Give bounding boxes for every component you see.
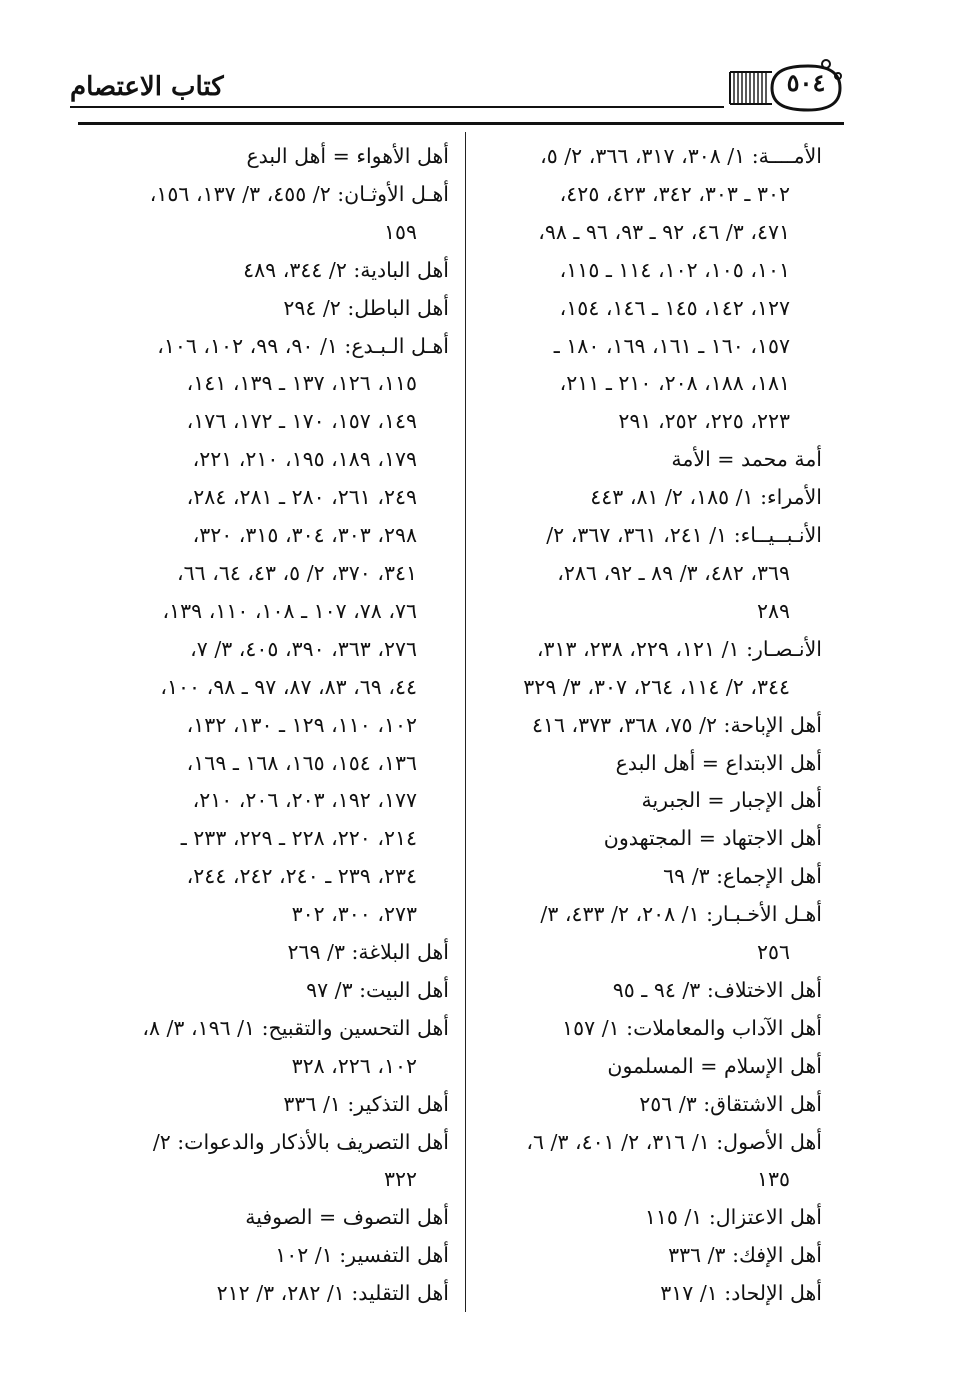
index-line: أمة محمد = الأمة	[671, 447, 822, 472]
index-line: الأنـصـار: ١/ ١٢١، ٢٢٩، ٢٣٨، ٣١٣،	[536, 636, 822, 661]
page-number: ٥٠٤	[786, 68, 826, 97]
index-line: ٢٣٤، ٢٣٩ ـ ٢٤٠، ٢٤٢، ٢٤٤،	[186, 864, 417, 889]
index-line: ٢٩٨، ٣٠٣، ٣٠٤، ٣١٥، ٣٢٠،	[192, 523, 417, 548]
index-line: ٣٢٢	[383, 1167, 417, 1192]
index-line: ٤٤، ٦٩، ٨٣، ٨٧، ٩٧ ـ ٩٨، ١٠٠،	[160, 674, 417, 699]
index-line: أهل الأهواء = أهل البدع	[246, 144, 449, 168]
index-line: ٣٦٩، ٤٨٢، ٣/ ٨٩ ـ ٩٢، ٢٨٦،	[557, 560, 790, 585]
index-line: ١٠٢، ١١٠، ١٢٩ ـ ١٣٠، ١٣٢،	[186, 712, 417, 737]
index-line: ١٤٩، ١٥٧، ١٧٠ ـ ١٧٢، ١٧٦،	[186, 409, 417, 434]
index-line: ١٣٥	[756, 1167, 790, 1192]
index-column-left	[64, 138, 449, 1313]
index-line: ٣٤٤، ٢/ ١١٤، ٢٦٤، ٣٠٧، ٣/ ٣٢٩	[523, 674, 790, 699]
index-line: الأمراء: ١/ ١٨٥، ٢/ ٨١، ٤٤٣	[590, 485, 822, 510]
index-line: أهل التصوف = الصوفية	[245, 1205, 449, 1230]
index-line: ١٥٩	[383, 219, 417, 244]
index-line: أهل الباطل: ٢/ ٢٩٤	[283, 295, 449, 320]
page-header	[70, 58, 844, 122]
index-line: ٤٧١، ٣/ ٤٦، ٩٢ ـ ٩٣، ٩٦ ـ ٩٨،	[538, 219, 790, 244]
index-line: أهل البيت: ٣/ ٩٧	[306, 977, 449, 1002]
index-line: ٣٤١، ٣٧٠، ٢/ ٥، ٤٣، ٦٤، ٦٦،	[177, 560, 417, 585]
header-rule-thick	[78, 122, 844, 125]
index-line: أهل البلاغة: ٣/ ٢٦٩	[287, 940, 449, 965]
index-line: أهـل الأوثـان: ٢/ ٤٥٥، ٣/ ١٣٧، ١٥٦،	[149, 181, 449, 206]
index-line: ١٣٦، ١٥٤، ١٦٥، ١٦٨ ـ ١٦٩،	[186, 750, 417, 775]
index-line: أهل الآداب والمعاملات: ١/ ١٥٧	[562, 1015, 822, 1040]
index-line: ١٢٧، ١٤٢، ١٤٥ ـ ١٤٦، ١٥٤،	[559, 295, 790, 320]
index-line: أهل التصريف بالأذكار والدعوات: ٢/	[152, 1129, 449, 1154]
index-line: ٢١٤، ٢٢٠، ٢٢٨ ـ ٢٢٩، ٢٣٣ ـ	[180, 826, 417, 851]
index-line: ١١٥، ١٢٦، ١٣٧ ـ ١٣٩، ١٤١،	[186, 371, 417, 396]
index-line: الأنـبــيــاء: ١/ ٢٤١، ٣٦١، ٣٦٧، ٢/	[546, 523, 822, 548]
book-title: كتاب الاعتصام	[70, 72, 224, 102]
index-line: ٢٨٩	[756, 598, 790, 623]
index-line: أهل الإباحة: ٢/ ٧٥، ٣٦٨، ٣٧٣، ٤١٦	[531, 712, 822, 737]
index-column-right	[452, 138, 822, 1313]
index-line: الأمــــة: ١/ ٣٠٨، ٣١٧، ٣٦٦، ٢/ ٥،	[540, 144, 822, 168]
index-line: أهل الابتداع = أهل البدع	[615, 750, 822, 775]
page-number-badge	[728, 58, 844, 114]
index-line: أهل الاختلاف: ٣/ ٩٤ ـ ٩٥	[612, 977, 822, 1002]
index-line: ٢٧٣، ٣٠٠، ٣٠٢	[291, 902, 417, 927]
index-line: أهل التذكير: ١/ ٣٣٦	[283, 1091, 449, 1116]
index-line: أهل الإفك: ٣/ ٣٣٦	[668, 1243, 822, 1268]
index-line: أهل الإسلام = المسلمون	[607, 1053, 822, 1078]
index-line: أهل الاشتقاق: ٣/ ٢٥٦	[639, 1091, 822, 1116]
index-line: ١٨١، ١٨٨، ٢٠٨، ٢١٠ ـ ٢١١،	[559, 371, 790, 396]
index-line: ٢٧٦، ٣٦٣، ٣٩٠، ٤٠٥، ٣/ ٧،	[190, 636, 417, 661]
index-line: أهل الأصول: ١/ ٣١٦، ٢/ ٤٠١، ٣/ ٦،	[526, 1129, 822, 1154]
index-line: أهل التقليد: ١/ ٢٨٢، ٣/ ٢١٢	[216, 1281, 449, 1306]
index-line: أهل الإجبار = الجبرية	[641, 788, 822, 813]
index-line: أهل التحسين والتقبيح: ١/ ١٩٦، ٣/ ٨،	[142, 1015, 449, 1040]
index-line: أهل الاعتزال: ١/ ١١٥	[644, 1205, 822, 1230]
index-line: ١٧٩، ١٨٩، ١٩٥، ٢١٠، ٢٢١،	[192, 447, 417, 472]
index-line: ٢٢٣، ٢٢٥، ٢٥٢، ٢٩١	[618, 409, 790, 434]
index-line: ٣٠٢ ـ ٣٠٣، ٣٤٢، ٤٢٣، ٤٢٥،	[559, 181, 790, 206]
index-line: ٢٤٩، ٢٦١، ٢٨٠ ـ ٢٨١، ٢٨٤،	[186, 485, 417, 510]
index-line: ١٠١، ١٠٥، ١٠٢، ١١٤ ـ ١١٥،	[559, 257, 790, 282]
index-line: ٧٦، ٧٨، ١٠٧ ـ ١٠٨، ١١٠، ١٣٩،	[162, 598, 417, 623]
index-line: أهل الإلحاد: ١/ ٣١٧	[660, 1281, 822, 1306]
index-line: أهل البادية: ٢/ ٣٤٤، ٤٨٩	[243, 257, 449, 282]
header-rule-thin	[70, 106, 724, 108]
index-line: أهـل الـبـدع: ١/ ٩٠، ٩٩، ١٠٢، ١٠٦،	[157, 333, 449, 358]
index-line: ١٠٢، ٢٢٦، ٣٢٨	[291, 1053, 417, 1078]
index-line: أهـل الأخـبـار: ١/ ٢٠٨، ٢/ ٤٣٣، ٣/	[540, 902, 822, 927]
index-line: أهل الإجماع: ٣/ ٦٩	[663, 864, 822, 889]
index-line: أهل الاجتهاد = المجتهدون	[603, 826, 822, 851]
index-line: أهل التفسير: ١/ ١٠٢	[275, 1243, 449, 1268]
index-line: ١٥٧، ١٦٠ ـ ١٦١، ١٦٩، ١٨٠ ـ	[553, 333, 790, 358]
index-line: ١٧٧، ١٩٢، ٢٠٣، ٢٠٦، ٢١٠،	[192, 788, 417, 813]
index-line: ٢٥٦	[756, 940, 790, 965]
